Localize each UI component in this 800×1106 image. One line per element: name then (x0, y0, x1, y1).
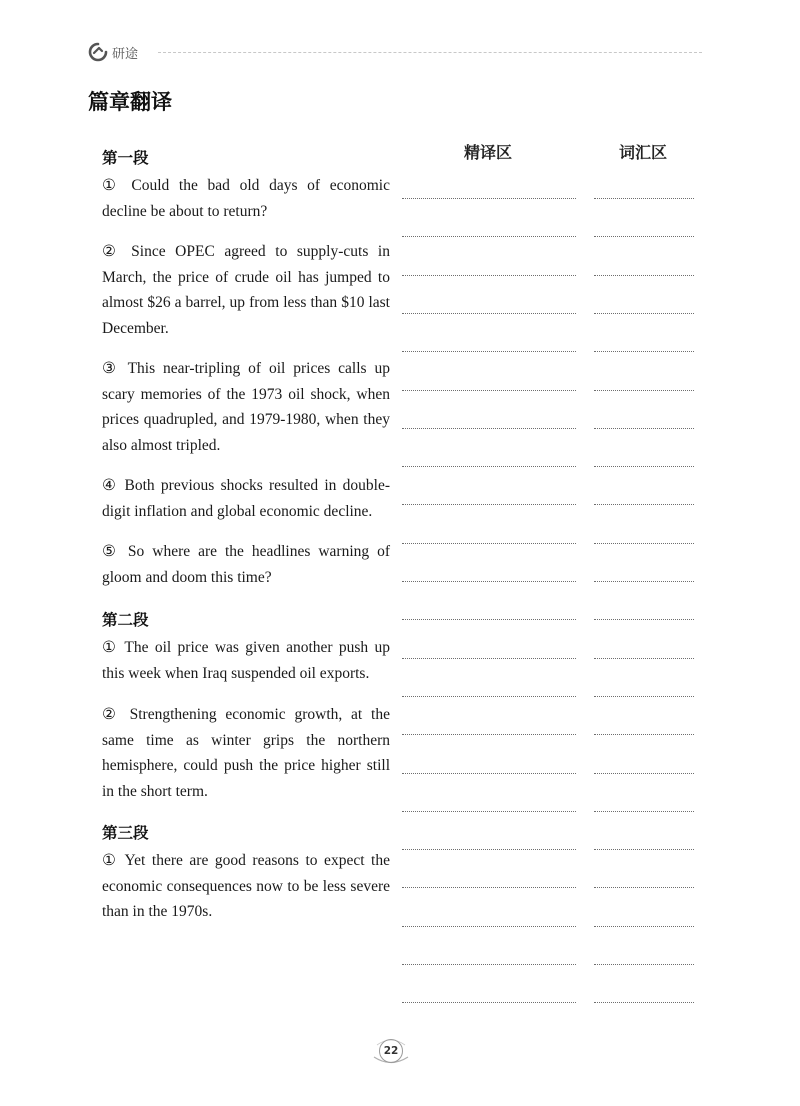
page-header (88, 40, 702, 64)
translation-writing-line[interactable] (402, 964, 576, 965)
translation-writing-line[interactable] (402, 198, 576, 199)
vocabulary-writing-line[interactable] (594, 390, 694, 391)
paragraph-1-5: ⑤ So where are the headlines warning of gloom and doom this time? (102, 543, 390, 586)
header-divider (158, 52, 702, 53)
translation-writing-line[interactable] (402, 351, 576, 352)
vocabulary-writing-line[interactable] (594, 313, 694, 314)
paragraph-1-2: ② Since OPEC agreed to supply-cuts in March, the price of crude oil has jumped to almost $26 a barrel, up from less than $10 last December. (102, 243, 390, 337)
translation-writing-line[interactable] (402, 275, 576, 276)
vocabulary-writing-line[interactable] (594, 198, 694, 199)
translation-writing-line[interactable] (402, 1002, 576, 1003)
vocabulary-writing-line[interactable] (594, 926, 694, 927)
vocabulary-writing-line[interactable] (594, 696, 694, 697)
column-header-precise-translation: 精译区 (464, 143, 513, 162)
translation-writing-line[interactable] (402, 466, 576, 467)
translation-writing-line[interactable] (402, 313, 576, 314)
translation-writing-line[interactable] (402, 887, 576, 888)
paragraph-3-1: ① Yet there are good reasons to expect the economic consequences now to be less severe than in the 1970s. (102, 852, 390, 920)
section-title-1: 第一段 (102, 149, 149, 167)
vocabulary-writing-line[interactable] (594, 619, 694, 620)
vocabulary-writing-line[interactable] (594, 428, 694, 429)
translation-writing-line[interactable] (402, 236, 576, 237)
translation-writing-line[interactable] (402, 734, 576, 735)
brand-logo-icon (88, 42, 108, 62)
paragraph-2-2: ② Strengthening economic growth, at the same time as winter grips the northern hemisphere, could push the price higher still in the short term. (102, 706, 390, 800)
vocabulary-writing-line[interactable] (594, 275, 694, 276)
paragraph-1-3: ③ This near-tripling of oil prices calls up scary memories of the 1973 oil shock, when prices quadrupled, and 1979-1980, when they also almost tripled. (102, 360, 390, 454)
brand-name: 研途 (112, 47, 139, 62)
vocabulary-writing-line[interactable] (594, 1002, 694, 1003)
translation-writing-line[interactable] (402, 428, 576, 429)
vocabulary-writing-line[interactable] (594, 504, 694, 505)
vocabulary-writing-line[interactable] (594, 466, 694, 467)
translation-writing-line[interactable] (402, 658, 576, 659)
section-title-2: 第二段 (102, 611, 149, 629)
vocabulary-writing-line[interactable] (594, 887, 694, 888)
translation-writing-line[interactable] (402, 543, 576, 544)
vocabulary-writing-line[interactable] (594, 964, 694, 965)
vocabulary-writing-line[interactable] (594, 773, 694, 774)
page-number: 22 (379, 1039, 403, 1063)
translation-writing-line[interactable] (402, 696, 576, 697)
page-title: 篇章翻译 (88, 90, 172, 114)
vocabulary-writing-line[interactable] (594, 849, 694, 850)
vocabulary-writing-line[interactable] (594, 658, 694, 659)
column-header-vocabulary: 词汇区 (619, 143, 668, 162)
translation-writing-line[interactable] (402, 926, 576, 927)
vocabulary-writing-line[interactable] (594, 543, 694, 544)
paragraph-2-1: ① The oil price was given another push up this week when Iraq suspended oil exports. (102, 639, 390, 682)
translation-writing-line[interactable] (402, 849, 576, 850)
vocabulary-writing-line[interactable] (594, 811, 694, 812)
vocabulary-writing-line[interactable] (594, 581, 694, 582)
paragraph-1-1: ① Could the bad old days of economic decline be about to return? (102, 177, 390, 220)
translation-writing-line[interactable] (402, 773, 576, 774)
translation-writing-line[interactable] (402, 390, 576, 391)
vocabulary-writing-line[interactable] (594, 236, 694, 237)
translation-writing-line[interactable] (402, 811, 576, 812)
section-title-3: 第三段 (102, 824, 149, 842)
vocabulary-writing-line[interactable] (594, 351, 694, 352)
vocabulary-writing-line[interactable] (594, 734, 694, 735)
translation-writing-line[interactable] (402, 581, 576, 582)
translation-writing-line[interactable] (402, 619, 576, 620)
paragraph-1-4: ④ Both previous shocks resulted in double-digit inflation and global economic decline. (102, 477, 390, 520)
translation-writing-line[interactable] (402, 504, 576, 505)
